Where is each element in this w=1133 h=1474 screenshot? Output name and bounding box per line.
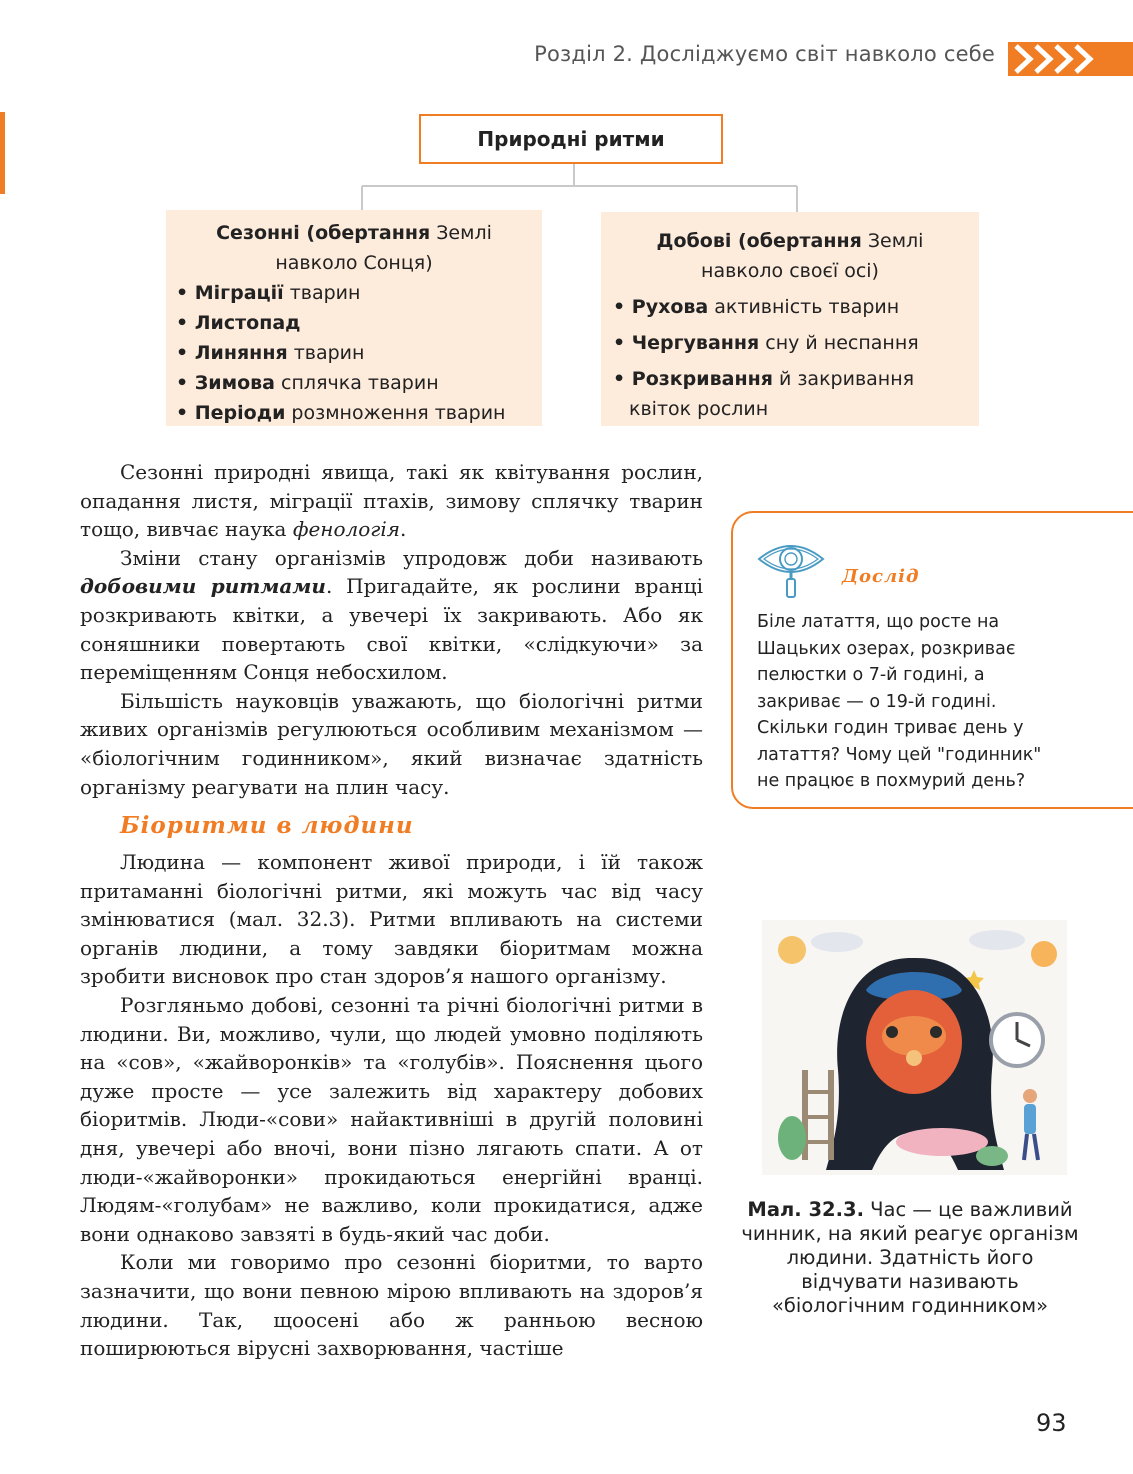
list-item: • Зимова сплячка тварин — [176, 368, 532, 398]
biological-clock-illustration — [762, 920, 1067, 1175]
figure-caption: Мал. 32.3. Час — це важливий чинник, на який реагує організм людини. Здатність його відчувати називають «біологічним годинником» — [741, 1198, 1079, 1317]
body-text-upper — [80, 458, 703, 801]
seasonal-list — [176, 278, 532, 428]
seasonal-box-heading: Сезонні (обертання Землі навколо Сонця) — [216, 222, 492, 274]
section-title: Розділ 2. Досліджуємо світ навколо себе — [534, 42, 995, 66]
chevron-arrows-icon — [1008, 42, 1133, 76]
page-number: 93 — [1036, 1409, 1067, 1437]
paragraph: Розгляньмо добові, сезонні та річні біологічні ритми в людини. Ви, можливо, чули, що людей умовно поділяють на «сов», «жайворонків» та «голубів». Пояснення цього дуже просте — усе залежить від характеру добових біоритмів. Люди-«сови» найактивніші в другій половині дня, увечері або вночі, вони пізно лягають спати. А от люди-«жайворонки» прокидаються енергійні вранці. Людям-«голубам» не важливо, коли прокидатися, адже вони однаково завзяті в будь-який час доби. — [80, 992, 703, 1246]
list-item: • Линяння тварин — [176, 338, 532, 368]
list-item: • Міграції тварин — [176, 278, 532, 308]
experiment-text: Біле латаття, що росте на Шацьких озерах, розкриває пелюстки о 7-й годині, а закриває — о 19-й годині. Скільки годин триває день у латаття? Чому цей "годинник" не працює в похмурий день? — [757, 612, 1042, 791]
paragraph: Людина — компонент живої природи, і їй також притаманні біологічні ритми, які можуть час від часу змінюватися (мал. 32.3). Ритми впливають на системи органів людини, а тому завдяки біоритмам можна зробити висновок про стан здоров’я нашого організму. — [80, 850, 703, 989]
list-item: • Рухова активність тварин — [613, 292, 967, 322]
list-item: • Чергування сну й неспання — [613, 328, 967, 358]
paragraph: Зміни стану організмів упродовж доби називають добовими ритмами. Пригадайте, як рослини вранці розкривають квітки, а увечері їх закривають. Або як соняшники повертають свої квітки, «слідкуючи» за переміщенням Сонця небосхилом. — [80, 545, 703, 685]
eye-magnifier-icon — [756, 537, 826, 599]
experiment-title: Дослід — [842, 566, 920, 587]
list-item: • Листопад — [176, 308, 532, 338]
diagram-root-box: Природні ритми — [419, 114, 723, 164]
section-subheading: Біоритми в людини — [120, 812, 414, 839]
daily-rhythms-box — [601, 212, 979, 426]
daily-box-heading: Добові (обертання Землі навколо своєї осі) — [656, 230, 924, 282]
diagram-connector — [0, 0, 1133, 220]
seasonal-rhythms-box — [166, 210, 542, 426]
list-item: • Періоди розмноження тварин — [176, 398, 532, 428]
paragraph: Коли ми говоримо про сезонні біоритми, то варто зазначити, що вони певною мірою впливають на здоров’я людини. Так, щоосені або ж ранньою весною поширюються вірусні захворювання, частіше — [80, 1250, 703, 1361]
page-edge-marker — [0, 112, 5, 194]
paragraph: Більшість науковців уважають, що біологічні ритми живих організмів регулюються особливим механізмом — «біологічним годинником», який визначає здатність організму реагувати на плин часу. — [80, 688, 703, 799]
paragraph: Сезонні природні явища, такі як квітування рослин, опадання листя, міграції птахів, зимову сплячку тварин тощо, вивчає наука фенологія. — [80, 460, 703, 542]
list-item: • Розкривання й закривання квіток рослин — [613, 364, 967, 424]
body-text-lower — [80, 848, 703, 1363]
daily-list — [613, 292, 967, 424]
